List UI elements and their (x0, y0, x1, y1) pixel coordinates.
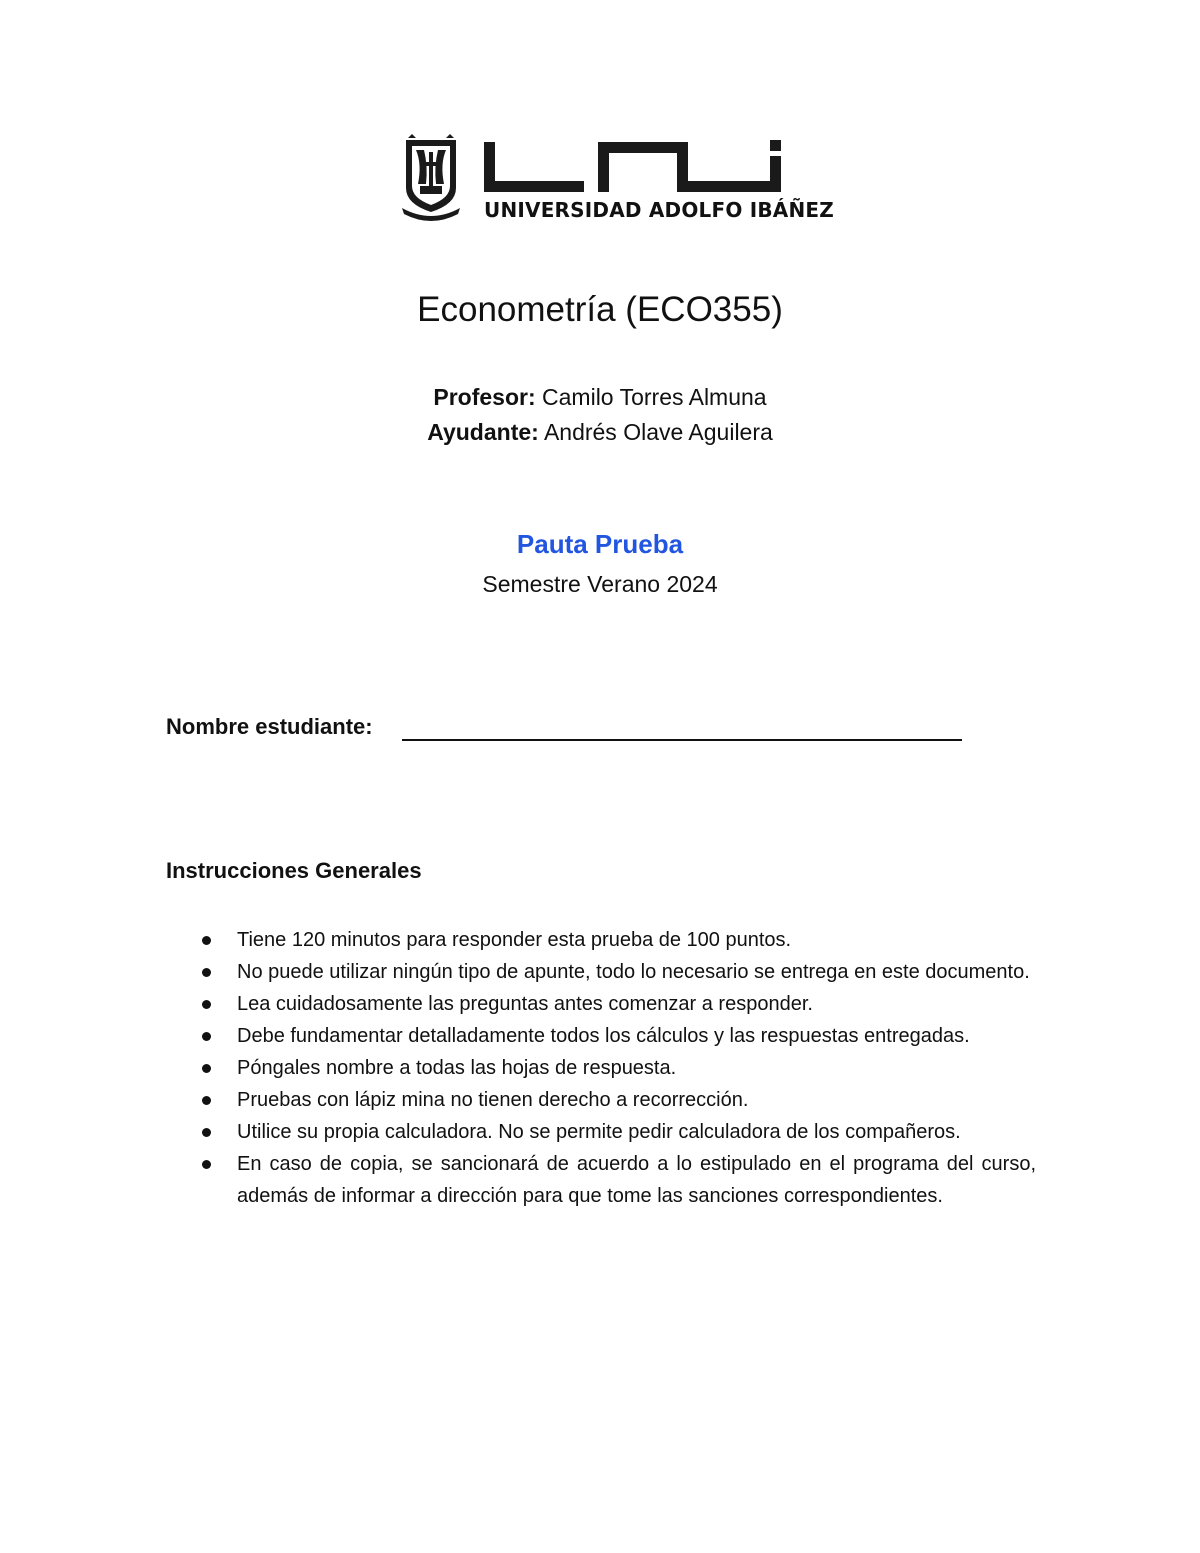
profesor-line (0, 384, 1200, 411)
list-item (196, 924, 1036, 956)
list-item-text: Póngales nombre a todas las hojas de respuesta. (237, 1057, 677, 1079)
list-item (196, 1148, 1036, 1212)
ayudante-line (0, 419, 1200, 446)
list-item-text: No puede utilizar ningún tipo de apunte, todo lo necesario se entrega en este documento. (237, 961, 1030, 983)
list-item (196, 988, 1036, 1020)
list-item-text: Utilice su propia calculadora. No se permite pedir calculadora de los compañeros. (237, 1121, 961, 1143)
bullet-icon (202, 1000, 211, 1009)
profesor-name: Camilo Torres Almuna (542, 384, 767, 410)
bullet-icon (202, 936, 211, 945)
list-item (196, 1052, 1036, 1084)
list-item (196, 1084, 1036, 1116)
bullet-icon (202, 1032, 211, 1041)
student-name-label: Nombre estudiante: (166, 714, 373, 739)
instructions-list (196, 924, 1036, 1212)
list-item (196, 956, 1036, 988)
ayudante-name: Andrés Olave Aguilera (543, 419, 773, 445)
semester-label: Semestre Verano 2024 (482, 571, 718, 597)
ayudante-label: Ayudante: (427, 419, 539, 445)
bullet-icon (202, 968, 211, 977)
list-item (196, 1116, 1036, 1148)
exam-type: Pauta Prueba (516, 529, 684, 559)
instructions-heading: Instrucciones Generales (166, 858, 422, 883)
student-name-field[interactable] (402, 739, 962, 741)
list-item-text: Lea cuidadosamente las preguntas antes comenzar a responder. (237, 993, 813, 1015)
bullet-icon (202, 1064, 211, 1073)
uai-wordmark-icon (484, 140, 781, 192)
list-item (196, 1020, 1036, 1052)
list-item-text: Tiene 120 minutos para responder esta prueba de 100 puntos. (237, 929, 792, 951)
list-item-text: En caso de copia, se sancionará de acuerdo a lo estipulado en el programa del curso, además de informar a dirección para que tome las sanciones correspondientes. (237, 1153, 1036, 1207)
bullet-icon (202, 1128, 211, 1137)
profesor-label: Profesor: (433, 384, 536, 410)
crest-icon (402, 134, 460, 221)
university-name: UNIVERSIDAD ADOLFO IBÁÑEZ (484, 198, 834, 222)
bullet-icon (202, 1160, 211, 1169)
course-title: Econometría (ECO355) (417, 290, 783, 329)
list-item-text: Debe fundamentar detalladamente todos los cálculos y las respuestas entregadas. (237, 1025, 970, 1047)
list-item-text: Pruebas con lápiz mina no tienen derecho a recorrección. (237, 1089, 749, 1111)
bullet-icon (202, 1096, 211, 1105)
